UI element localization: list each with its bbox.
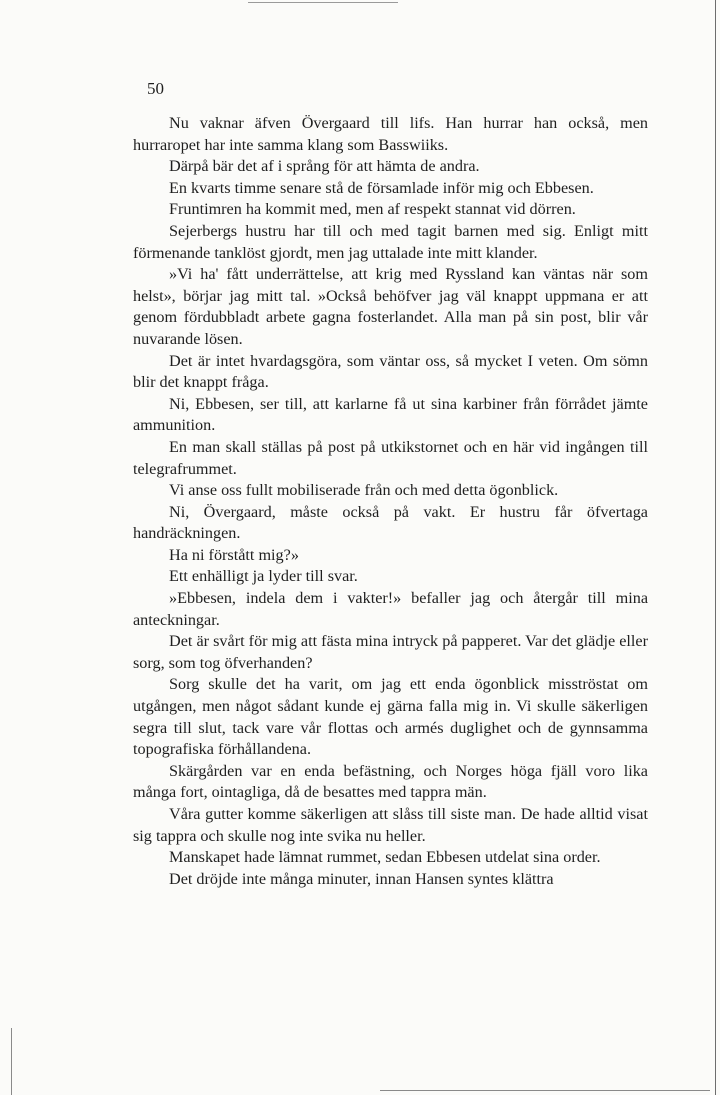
paragraph: Ha ni förstått mig?» (169, 545, 299, 564)
paragraph: Sejerbergs hustru har till och med tagit barnen med sig. Enligt mitt förmenande tanklöst gjordt, men jag uttalade inte mitt klander. (133, 221, 648, 262)
paragraph: Det dröjde inte många minuter, innan Hansen syntes klättra (169, 869, 554, 888)
paragraph: Det är svårt för mig att fästa mina intryck på papperet. Var det glädje eller sorg, som tog öfverhanden? (133, 632, 648, 672)
paragraph: Ett enhälligt ja lyder till svar. (169, 567, 358, 586)
paragraph: Ni, Ebbesen, ser till, att karlarne få ut sina karbiner från förrådet jämte ammunition. (133, 394, 648, 435)
page-number: 50 (147, 79, 164, 98)
paragraph: »Ebbesen, indela dem i vakter!» befaller jag och återgår till mina anteckningar. (133, 589, 648, 629)
paragraph: Skärgården var en enda befästning, och Norges höga fjäll voro lika många fort, ointagliga, då de besattes med tappra män. (133, 761, 648, 802)
paragraph: »Vi ha' fått underrättelse, att krig med Ryssland kan väntas när som helst», börjar jag mitt tal. »Också behöfver jag väl knappt uppmana er att genom fördubbladt arbete gagna fosterlandet. Alla man på sin post, blir vår nuvarande lösen. (133, 265, 648, 348)
top-edge-rule (248, 2, 398, 3)
text-body (133, 113, 648, 890)
paragraph: Nu vaknar äfven Övergaard till lifs. Han hurrar han också, men hurraropet har inte samma klang som Basswiiks. (133, 114, 648, 154)
paragraph: Sorg skulle det ha varit, om jag ett enda ögonblick misströstat om utgången, men något sådant kunde ej gärna falla mig in. Vi skulle säkerligen segra till slut, tack vare vår flottas och armés duglighet och de gynnsamma topografiska förhållandena. (133, 675, 648, 759)
paragraph: Det är intet hvardagsgöra, som väntar oss, så mycket I veten. Om sömn blir det knappt fråga. (133, 351, 648, 392)
paragraph: Fruntimren ha kommit med, men af respekt stannat vid dörren. (169, 200, 576, 219)
paragraph: Därpå bär det af i språng för att hämta de andra. (169, 157, 480, 176)
paragraph: Vi anse oss fullt mobiliserade från och med detta ögonblick. (169, 481, 559, 500)
paragraph: Ni, Övergaard, måste också på vakt. Er hustru får öfvertaga handräckningen. (133, 502, 648, 543)
paragraph: Manskapet hade lämnat rummet, sedan Ebbesen utdelat sina order. (169, 848, 601, 867)
left-page-edge (11, 1028, 12, 1095)
bottom-edge-rule (380, 1090, 710, 1091)
paragraph: En kvarts timme senare stå de församlade inför mig och Ebbesen. (169, 178, 594, 197)
paragraph: Våra gutter komme säkerligen att slåss till siste man. De hade alltid visat sig tappra och skulle nog inte svika nu heller. (133, 805, 648, 845)
right-page-edge (715, 0, 716, 1095)
paragraph: En man skall ställas på post på utkikstornet och en här vid ingången till telegrafrummet. (133, 437, 648, 478)
